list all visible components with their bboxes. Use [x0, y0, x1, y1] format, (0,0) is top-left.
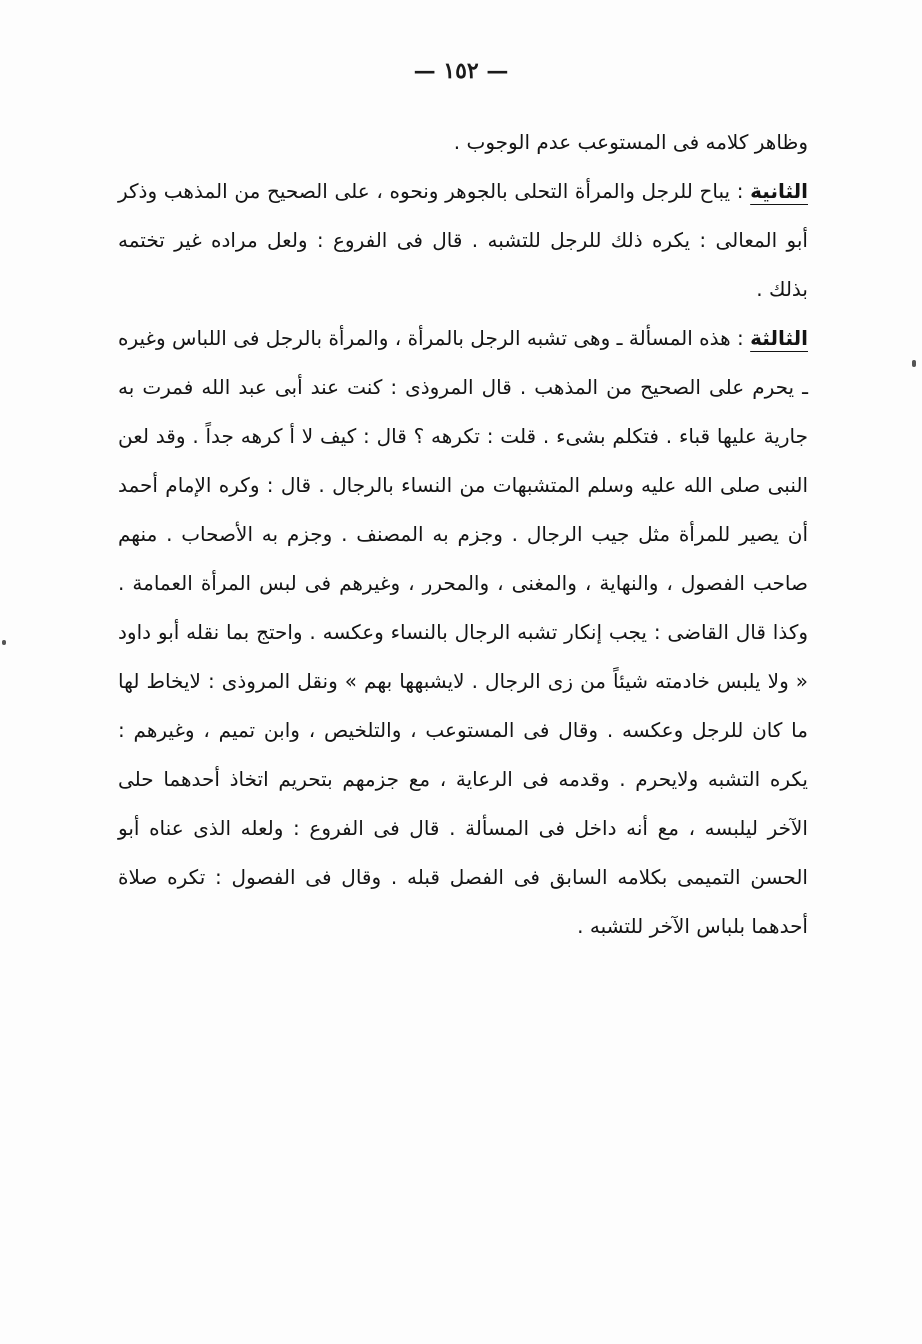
page-number: — ١٥٢ — — [413, 58, 509, 84]
paragraph-heading: الثالثة — [750, 326, 808, 350]
body-text — [118, 118, 808, 951]
margin-mark — [2, 640, 6, 645]
paragraph-third-issue — [118, 314, 808, 951]
paragraph-second-issue — [118, 167, 808, 314]
paragraph-continuation — [118, 118, 808, 167]
paragraph-text: : يباح للرجل والمرأة التحلى بالجوهر ونحوه ، على الصحيح من المذهب وذكر أبو المعالى : يكره ذلك للرجل للتشبه . قال فى الفروع : ولعل مراده غير تختمه بذلك . — [118, 179, 808, 301]
paragraph-heading: الثانية — [750, 179, 808, 203]
margin-mark — [912, 360, 916, 367]
paragraph-text: وظاهر كلامه فى المستوعب عدم الوجوب . — [453, 130, 808, 154]
paragraph-text: : هذه المسألة ـ وهى تشبه الرجل بالمرأة ، والمرأة بالرجل فى اللباس وغيره ـ يحرم على الصحيح من المذهب . قال المروذى : كنت عند أبى عبد الله فمرت به جارية عليها قباء . فتكلم بشىء . قلت : تكرهه ؟ قال : كيف لا أ كرهه جداً . وقد لعن النبى صلى الله عليه وسلم المتشبهات من النساء بالرجال . قال : وكره الإمام أحمد أن يصير للمرأة مثل جيب الرجال . وجزم به المصنف . وجزم به الأصحاب . منهم صاحب الفصول ، والنهاية ، والمغنى ، والمحرر ، وغيرهم فى لبس المرأة العمامة . وكذا قال القاضى : يجب إنكار تشبه الرجال بالنساء وعكسه . واحتج بما نقله أبو داود « ولا يلبس خادمته شيئاً من زى الرجال . لايشبهها بهم » ونقل المروذى : لايخاط لها ما كان للرجل وعكسه . وقال فى المستوعب ، والتلخيص ، وابن تميم ، وغيرهم : يكره التشبه ولايحرم . وقدمه فى الرعاية ، مع جزمهم بتحريم اتخاذ أحدهما حلى الآخر ليلبسه ، مع أنه داخل فى المسألة . قال فى الفروع : ولعله الذى عناه أبو الحسن التميمى بكلامه السابق فى الفصل قبله . وقال فى الفصول : تكره صلاة أحدهما بلباس الآخر للتشبه . — [118, 326, 808, 938]
